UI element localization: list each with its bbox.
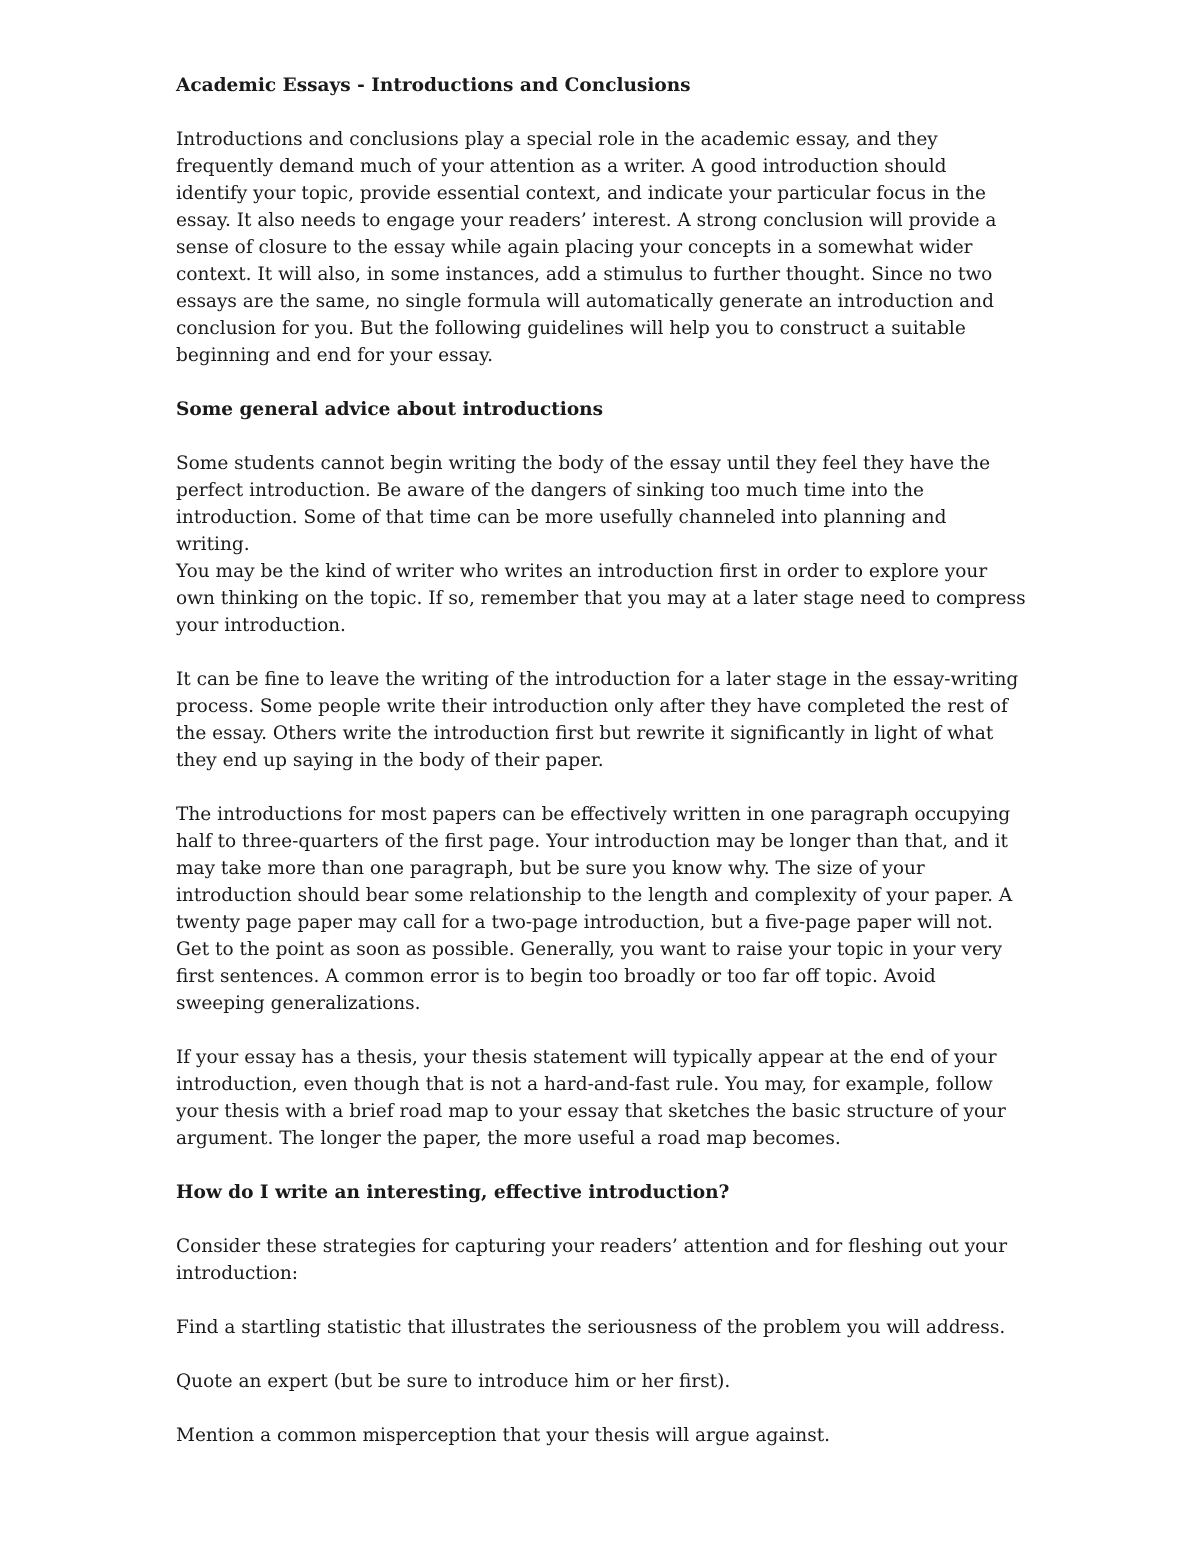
text-line: If your essay has a thesis, your thesis statement will typically appear at the end of your (176, 1047, 997, 1068)
text-line: introduction: (176, 1263, 299, 1284)
text-line: Consider these strategies for capturing your readers’ attention and for fleshing out your (176, 1236, 1008, 1257)
paragraph-general-advice-4 (176, 1044, 1036, 1152)
text-line: beginning and end for your essay. (176, 345, 493, 366)
text-line: essays are the same, no single formula will automatically generate an introduction and (176, 291, 994, 312)
text-line: twenty page paper may call for a two-page introduction, but a five-page paper will not. (176, 912, 993, 933)
paragraph-strategies-intro (176, 1233, 1036, 1287)
section-heading-effective-introduction: How do I write an interesting, effective introduction? (176, 1182, 730, 1203)
text-line: Introductions and conclusions play a special role in the academic essay, and they (176, 129, 938, 150)
paragraph-general-advice-2 (176, 666, 1036, 774)
text-line: Quote an expert (but be sure to introduce him or her first). (176, 1371, 731, 1392)
text-line: essay. It also needs to engage your readers’ interest. A strong conclusion will provide a (176, 210, 997, 231)
text-line: half to three-quarters of the first page. Your introduction may be longer than that, and it (176, 831, 1008, 852)
strategy-quote-expert (176, 1368, 1036, 1395)
text-line: introduction. Some of that time can be more usefully channeled into planning and (176, 507, 947, 528)
text-line: argument. The longer the paper, the more useful a road map becomes. (176, 1128, 841, 1149)
strategy-misperception (176, 1422, 1036, 1449)
text-line: introduction should bear some relationship to the length and complexity of your paper. A (176, 885, 1013, 906)
text-line: sweeping generalizations. (176, 993, 421, 1014)
text-line: the essay. Others write the introduction first but rewrite it significantly in light of what (176, 723, 994, 744)
text-line: may take more than one paragraph, but be sure you know why. The size of your (176, 858, 925, 879)
text-line: your thesis with a brief road map to your essay that sketches the basic structure of your (176, 1101, 1006, 1122)
section-heading-general-advice: Some general advice about introductions (176, 399, 604, 420)
text-line: conclusion for you. But the following guidelines will help you to construct a suitable (176, 318, 966, 339)
text-line: The introductions for most papers can be effectively written in one paragraph occupying (176, 804, 1011, 825)
text-line: Some students cannot begin writing the body of the essay until they feel they have the (176, 453, 991, 474)
paragraph-general-advice-3 (176, 801, 1036, 1017)
text-line: sense of closure to the essay while again placing your concepts in a somewhat wider (176, 237, 973, 258)
text-line: Mention a common misperception that your thesis will argue against. (176, 1425, 831, 1446)
text-line: introduction, even though that is not a hard-and-fast rule. You may, for example, follow (176, 1074, 993, 1095)
text-line: your introduction. (176, 615, 346, 636)
text-line: identify your topic, provide essential context, and indicate your particular focus in the (176, 183, 986, 204)
paragraph-general-advice-1 (176, 450, 1036, 639)
text-line: It can be fine to leave the writing of the introduction for a later stage in the essay-writing (176, 669, 1019, 690)
text-line: own thinking on the topic. If so, remember that you may at a later stage need to compress (176, 588, 1026, 609)
text-line: frequently demand much of your attention as a writer. A good introduction should (176, 156, 947, 177)
strategy-statistic (176, 1314, 1036, 1341)
text-line: writing. (176, 534, 250, 555)
text-line: first sentences. A common error is to begin too broadly or too far off topic. Avoid (176, 966, 936, 987)
text-line: perfect introduction. Be aware of the dangers of sinking too much time into the (176, 480, 924, 501)
text-line: Find a startling statistic that illustrates the seriousness of the problem you will address. (176, 1317, 1006, 1338)
document-title: Academic Essays - Introductions and Conclusions (176, 75, 691, 96)
text-line: Get to the point as soon as possible. Generally, you want to raise your topic in your very (176, 939, 1003, 960)
text-line: process. Some people write their introduction only after they have completed the rest of (176, 696, 1008, 717)
document-page (176, 72, 1036, 1449)
intro-paragraph (176, 126, 1036, 369)
text-line: they end up saying in the body of their paper. (176, 750, 604, 771)
text-line: You may be the kind of writer who writes an introduction first in order to explore your (176, 561, 988, 582)
text-line: context. It will also, in some instances, add a stimulus to further thought. Since no two (176, 264, 993, 285)
